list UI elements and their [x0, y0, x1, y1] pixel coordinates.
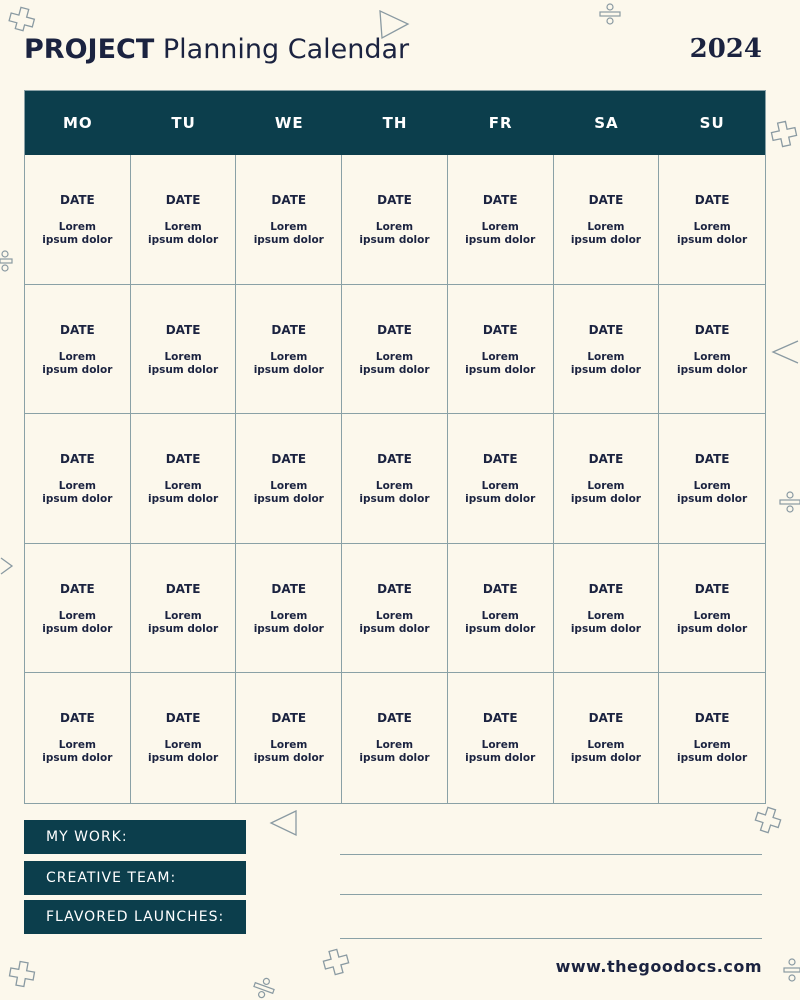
calendar-cell — [131, 414, 237, 544]
cell-note-text: Lorem ipsum dolor — [570, 739, 641, 765]
calendar-cell — [131, 673, 237, 803]
cell-date-label: DATE — [694, 581, 730, 596]
weekday-th: TH — [382, 114, 408, 132]
calendar-cell — [448, 285, 554, 415]
cell-note-text: Lorem ipsum dolor — [570, 609, 641, 635]
calendar-cell — [236, 285, 342, 415]
triangle-outline-icon — [0, 556, 14, 576]
cell-date-label: DATE — [482, 581, 518, 596]
calendar-cell — [659, 414, 765, 544]
page-title — [24, 34, 409, 65]
cell-date-label: DATE — [60, 581, 95, 596]
cell-date-label: DATE — [271, 322, 307, 337]
calendar-cell — [659, 544, 765, 674]
triangle-outline-icon — [376, 8, 412, 40]
cell-note-text: Lorem ipsum dolor — [677, 739, 748, 765]
cell-date-label: DATE — [165, 193, 201, 207]
cell-date-label: DATE — [694, 711, 730, 726]
calendar-cell — [448, 414, 554, 544]
cell-date-label: DATE — [482, 322, 518, 337]
divide-outline-icon — [778, 490, 800, 514]
notes-line — [340, 938, 762, 939]
cell-note-text: Lorem ipsum dolor — [359, 609, 430, 635]
calendar-cell — [659, 673, 765, 803]
weekday-we: WE — [274, 114, 304, 132]
cell-note-text: Lorem ipsum dolor — [677, 350, 748, 376]
cell-date-label: DATE — [377, 711, 412, 726]
calendar-cell — [659, 285, 765, 415]
weekday-mo: MO — [63, 114, 93, 132]
divide-outline-icon — [252, 976, 276, 1000]
cell-date-label: DATE — [482, 193, 518, 207]
cell-note-text: Lorem ipsum dolor — [359, 480, 430, 506]
year-label: 2024 — [689, 34, 762, 64]
divide-outline-icon — [782, 956, 800, 990]
calendar-cell — [131, 285, 237, 415]
cell-note-text: Lorem ipsum dolor — [42, 609, 113, 635]
cell-date-label: DATE — [271, 711, 307, 726]
cell-date-label: DATE — [60, 322, 95, 337]
notes-line — [340, 854, 762, 855]
cell-note-text: Lorem ipsum dolor — [253, 739, 324, 765]
calendar-cell — [236, 673, 342, 803]
cell-date-label: DATE — [588, 581, 624, 596]
cell-note-text: Lorem ipsum dolor — [570, 480, 641, 506]
plus-outline-icon — [8, 6, 36, 32]
cell-note-text: Lorem ipsum dolor — [147, 350, 219, 376]
cell-date-label: DATE — [60, 193, 95, 207]
calendar-cell — [131, 155, 237, 285]
calendar-cell — [25, 544, 131, 674]
calendar-cell — [342, 414, 448, 544]
cell-date-label: DATE — [60, 711, 95, 726]
cell-note-text: Lorem ipsum dolor — [253, 609, 324, 635]
plus-outline-icon — [322, 948, 352, 978]
notes-line — [340, 894, 762, 895]
cell-date-label: DATE — [60, 452, 95, 467]
calendar-cell — [25, 285, 131, 415]
cell-date-label: DATE — [377, 452, 412, 467]
cell-note-text: Lorem ipsum dolor — [465, 480, 536, 506]
cell-note-text: Lorem ipsum dolor — [570, 350, 641, 376]
weekday-fr: FR — [488, 114, 513, 132]
cell-note-text: Lorem ipsum dolor — [465, 739, 536, 765]
calendar-cell — [342, 285, 448, 415]
cell-note-text: Lorem ipsum dolor — [677, 221, 748, 246]
cell-note-text: Lorem ipsum dolor — [677, 609, 748, 635]
cell-date-label: DATE — [271, 193, 307, 207]
triangle-outline-icon — [268, 808, 298, 838]
calendar-cell — [342, 544, 448, 674]
cell-date-label: DATE — [377, 193, 412, 207]
calendar-cell — [554, 673, 660, 803]
calendar-cell — [342, 673, 448, 803]
cell-note-text: Lorem ipsum dolor — [570, 221, 641, 246]
cell-date-label: DATE — [588, 452, 624, 467]
calendar-cell — [659, 155, 765, 285]
calendar-cell — [554, 414, 660, 544]
calendar-cell — [342, 155, 448, 285]
cell-date-label: DATE — [482, 711, 518, 726]
cell-note-text: Lorem ipsum dolor — [253, 480, 324, 506]
calendar-grid — [24, 90, 766, 804]
calendar-cell — [554, 285, 660, 415]
calendar-cell — [448, 673, 554, 803]
cell-note-text: Lorem ipsum dolor — [42, 221, 113, 246]
website-link: www.thegoodocs.com — [555, 957, 762, 976]
cell-date-label: DATE — [377, 322, 412, 337]
cell-note-text: Lorem ipsum dolor — [42, 480, 113, 506]
cell-note-text: Lorem ipsum dolor — [147, 480, 219, 506]
title-bold: PROJECT — [24, 34, 155, 65]
calendar-cell — [236, 155, 342, 285]
cell-note-text: Lorem ipsum dolor — [147, 739, 219, 765]
cell-date-label: DATE — [271, 452, 307, 467]
plus-outline-icon — [754, 806, 784, 836]
cell-date-label: DATE — [588, 711, 624, 726]
cell-note-text: Lorem ipsum dolor — [359, 221, 430, 246]
calendar-cell — [25, 673, 131, 803]
cell-note-text: Lorem ipsum dolor — [677, 480, 748, 506]
cell-date-label: DATE — [271, 581, 307, 596]
cell-date-label: DATE — [588, 193, 624, 207]
divide-outline-icon — [598, 2, 622, 26]
cell-note-text: Lorem ipsum dolor — [147, 609, 219, 635]
calendar-cell — [25, 155, 131, 285]
cell-date-label: DATE — [694, 193, 730, 207]
calendar-cell — [131, 544, 237, 674]
cell-note-text: Lorem ipsum dolor — [465, 609, 536, 635]
cell-date-label: DATE — [165, 581, 201, 596]
weekday-tu: TU — [171, 114, 196, 132]
cell-date-label: DATE — [165, 322, 201, 337]
cell-note-text: Lorem ipsum dolor — [465, 221, 536, 246]
calendar-cell — [448, 544, 554, 674]
cell-note-text: Lorem ipsum dolor — [465, 350, 536, 376]
cell-note-text: Lorem ipsum dolor — [359, 739, 430, 765]
cell-note-text: Lorem ipsum dolor — [359, 350, 430, 376]
cell-date-label: DATE — [482, 452, 518, 467]
weekday-sa: SA — [594, 114, 619, 132]
calendar-cell — [236, 544, 342, 674]
title-light: Planning Calendar — [162, 34, 410, 65]
my-work-label: MY WORK: — [24, 820, 246, 854]
cell-note-text: Lorem ipsum dolor — [42, 739, 113, 765]
cell-date-label: DATE — [165, 452, 201, 467]
calendar-cell — [448, 155, 554, 285]
cell-date-label: DATE — [694, 322, 730, 337]
cell-date-label: DATE — [165, 711, 201, 726]
creative-team-label: CREATIVE TEAM: — [24, 861, 246, 895]
cell-note-text: Lorem ipsum dolor — [42, 350, 113, 376]
calendar-cell — [554, 544, 660, 674]
cell-date-label: DATE — [377, 581, 412, 596]
flavored-launches-label: FLAVORED LAUNCHES: — [24, 900, 246, 934]
calendar-cell — [25, 414, 131, 544]
weekday-header — [25, 91, 765, 155]
plus-outline-icon — [770, 120, 798, 148]
plus-outline-icon — [8, 960, 38, 990]
calendar-cell — [236, 414, 342, 544]
weekday-su: SU — [699, 114, 725, 132]
cell-date-label: DATE — [588, 322, 624, 337]
divide-outline-icon — [0, 250, 14, 272]
calendar-cell — [554, 155, 660, 285]
cell-note-text: Lorem ipsum dolor — [147, 221, 219, 246]
cell-note-text: Lorem ipsum dolor — [253, 350, 324, 376]
calendar-cells — [25, 155, 765, 803]
cell-date-label: DATE — [694, 452, 730, 467]
triangle-outline-icon — [770, 338, 800, 366]
cell-note-text: Lorem ipsum dolor — [253, 221, 324, 246]
